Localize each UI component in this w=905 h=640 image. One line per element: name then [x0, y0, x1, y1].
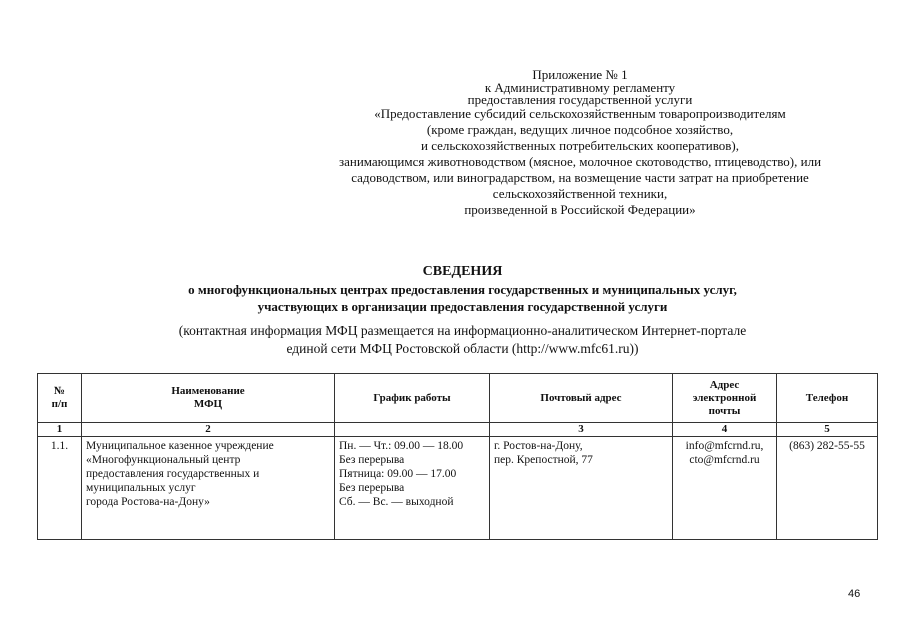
- appendix-line: садоводством, или виноградарством, на возмещение части затрат на приобретение: [351, 170, 809, 185]
- header-address: Почтовый адрес: [490, 374, 673, 423]
- cell-line: Без перерыва: [339, 454, 405, 466]
- contact-note: [40, 322, 885, 358]
- contact-line: (контактная информация МФЦ размещается на информационно-аналитическом Интернет-портале: [178, 323, 747, 338]
- cell-email: [673, 437, 777, 540]
- column-number: 2: [82, 423, 335, 437]
- appendix-line: занимающимся животноводством (мясное, молочное скотоводство, птицеводство), или: [338, 154, 822, 169]
- header-email: [673, 374, 777, 423]
- appendix-line: произведенной в Российской Федерации»: [464, 202, 696, 217]
- header-schedule: График работы: [335, 374, 490, 423]
- appendix-line: «Предоставление субсидий сельскохозяйственным товаропроизводителям: [374, 106, 786, 121]
- page-number: 46: [848, 588, 861, 600]
- header-text: Адрес: [709, 378, 740, 391]
- cell-schedule: [335, 437, 490, 540]
- mfc-table: [37, 373, 878, 540]
- document-title: СВЕДЕНИЯ: [422, 264, 503, 279]
- document-subtitle: о многофункциональных центрах предоставления государственных и муниципальных услуг,: [188, 282, 737, 297]
- cell-line: Пятница: 09.00 — 17.00: [339, 468, 457, 480]
- column-number: 5: [777, 423, 878, 437]
- header-text: Наименование: [171, 385, 245, 397]
- cell-address: [490, 437, 673, 540]
- cell-line: города Ростова-на-Дону»: [86, 496, 210, 508]
- appendix-header: [290, 68, 870, 218]
- email-link[interactable]: info@mfcrnd.ru,: [685, 440, 764, 452]
- appendix-line: к Административному регламенту: [484, 80, 676, 95]
- cell-line: Муниципальное казенное учреждение: [86, 440, 274, 452]
- appendix-line: (кроме граждан, ведущих личное подсобное хозяйство,: [426, 122, 734, 137]
- appendix-line: сельскохозяйственной техники,: [492, 186, 668, 201]
- appendix-line: и сельскохозяйственных потребительских кооперативов),: [420, 138, 740, 153]
- cell-name: [82, 437, 335, 540]
- cell-line: Пн. — Чт.: 09.00 — 18.00: [339, 440, 464, 452]
- header-text: почты: [708, 404, 741, 417]
- cell-num: 1.1.: [38, 437, 82, 540]
- cell-line: г. Ростов-на-Дону,: [494, 440, 583, 452]
- cell-line: «Многофункциональный центр: [86, 454, 241, 466]
- contact-line: единой сети МФЦ Ростовской области (http://www.mfc61.ru)): [286, 341, 639, 356]
- header-name: [82, 374, 335, 423]
- table-header-row: [38, 374, 878, 423]
- header-phone: Телефон: [777, 374, 878, 423]
- cell-line: Без перерыва: [339, 482, 405, 494]
- cell-line: пер. Крепостной, 77: [494, 454, 593, 466]
- column-number: 1: [38, 423, 82, 437]
- cell-line: Сб. — Вс. — выходной: [339, 496, 454, 508]
- header-num: [38, 374, 82, 423]
- cell-line: муниципальных услуг: [86, 482, 196, 494]
- header-text: МФЦ: [193, 398, 223, 410]
- header-text: п/п: [51, 398, 68, 410]
- column-number-row: [38, 423, 878, 437]
- cell-phone: (863) 282-55-55: [777, 437, 878, 540]
- document-heading: [40, 263, 885, 315]
- email-link[interactable]: cto@mfcrnd.ru: [689, 454, 760, 466]
- document-subtitle: участвующих в организации предоставления государственной услуги: [257, 299, 668, 314]
- table-row: [38, 437, 878, 540]
- column-number: 3: [490, 423, 673, 437]
- column-number: [335, 423, 490, 437]
- appendix-line: Приложение № 1: [532, 67, 628, 82]
- column-number: 4: [673, 423, 777, 437]
- header-text: электронной: [692, 391, 757, 404]
- header-text: №: [53, 385, 66, 397]
- appendix-line: предоставления государственной услуги: [467, 92, 693, 107]
- cell-line: предоставления государственных и: [86, 468, 260, 480]
